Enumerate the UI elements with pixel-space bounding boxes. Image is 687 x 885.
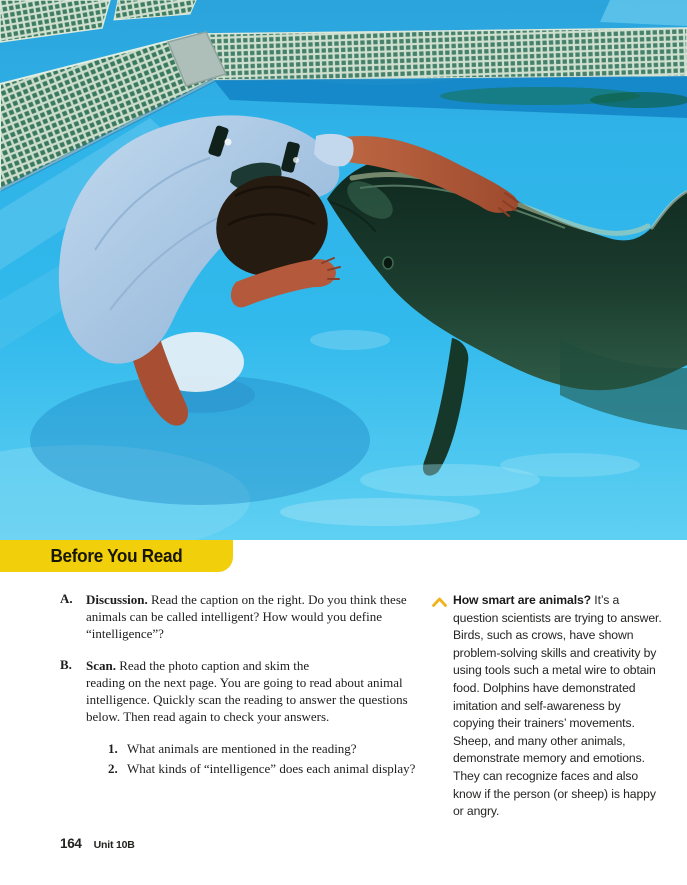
question-item [108, 741, 418, 757]
question-number: 2. [108, 761, 118, 776]
caption-caret-icon [432, 595, 447, 613]
water-highlight-corner [600, 0, 687, 26]
photo-caption-column [432, 592, 665, 821]
question-text: What animals are mentioned in the reading? [127, 741, 357, 756]
caption-body: It’s a question scientists are trying to answer. Birds, such as crows, have shown problem-solving skills and creativity by using tools such a metal wire to obtain food. Dolphins have demonstrated imitation and self-awareness by copying their trainers’ movements. Sheep, and many other animals, demonstrate memory and emotions. They can recognize faces and also know if the person (or sheep) is happy or angry. [453, 593, 662, 819]
ripple [500, 453, 640, 477]
exercise-column [60, 591, 418, 796]
dolphin-eye [383, 257, 393, 269]
section-b-body-line1: Read the photo caption and skim the [119, 658, 310, 673]
ripple [310, 330, 390, 350]
question-list [108, 741, 418, 777]
strap-clip [293, 157, 299, 163]
section-a-text [86, 591, 418, 642]
page-number: 164 [60, 836, 82, 851]
section-a-lead: Discussion. [86, 592, 148, 607]
section-a-label: A. [60, 591, 73, 606]
page-footer [60, 836, 135, 851]
section-title: Before You Read [50, 545, 183, 566]
strap-clip [225, 139, 232, 146]
grating-strip-right [196, 28, 687, 80]
section-banner [0, 540, 233, 572]
caption-lead: How smart are animals? [453, 593, 592, 607]
unit-label: Unit 10B [93, 839, 135, 851]
question-text: What kinds of “intelligence” does each animal display? [127, 761, 416, 776]
ripple [280, 498, 480, 526]
photo-caption [453, 592, 665, 821]
question-number: 1. [108, 741, 118, 756]
section-b-label: B. [60, 657, 72, 672]
section-b-body-rest: reading on the next page. You are going to read about animal intelligence. Quickly scan the reading to answer the questions below. Then read again to check your answers. [86, 675, 408, 724]
section-b-lead: Scan. [86, 658, 116, 673]
section-b [60, 657, 418, 781]
section-a-body: Read the caption on the right. Do you think these animals can be called intelligent? How would you define “intelligence”? [86, 592, 407, 641]
question-item [108, 761, 418, 777]
section-b-text [86, 657, 418, 781]
section-a [60, 591, 418, 642]
algae-smudge [590, 92, 687, 108]
